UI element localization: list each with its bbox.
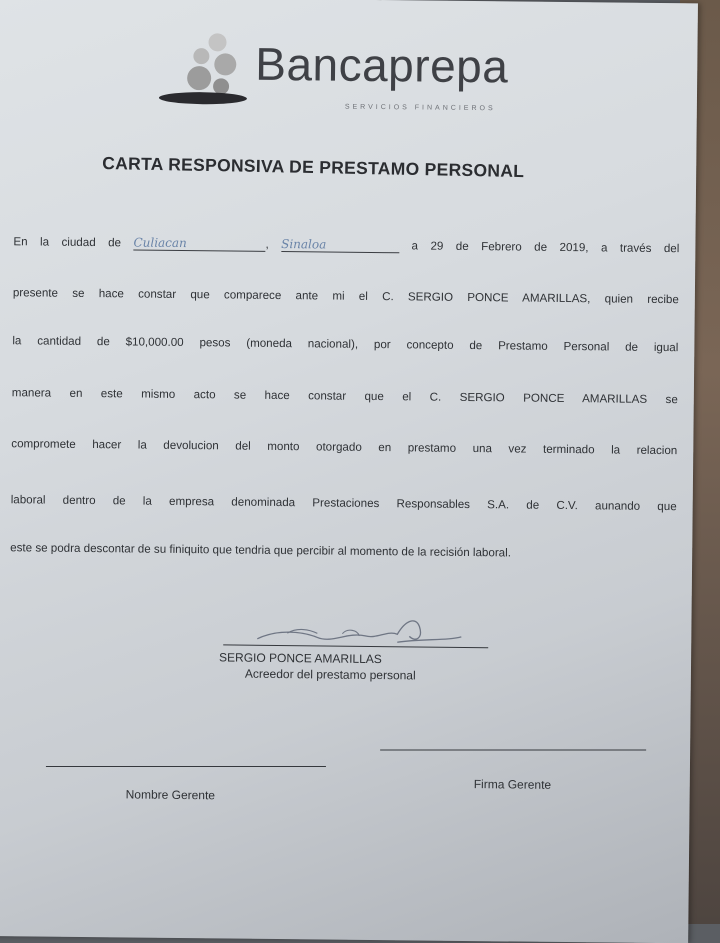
manager-signature-line — [380, 749, 646, 750]
borrower-signature-block — [213, 616, 514, 699]
document-title: CARTA RESPONSIVA DE PRESTAMO PERSONAL — [102, 152, 525, 182]
paragraph-line-7: este se podra descontar de su finiquito que tendria que percibir al momento de la recisión laboral. — [10, 541, 512, 560]
paragraph-line-2: presente se hace constar que comparece ante mi el C. SERGIO PONCE AMARILLAS, quien recibe — [12, 286, 679, 307]
line1-prefix: En la ciudad de — [13, 235, 122, 250]
paragraph-line-5: compromete hacer la devolucion del monto otorgado en prestamo una vez terminado la relacion — [11, 437, 678, 458]
brand-subtitle: SERVICIOS FINANCIEROS — [344, 103, 496, 113]
manager-name-label: Nombre Gerente — [125, 787, 216, 803]
line1-suffix: a 29 de Febrero de 2019, a través del — [411, 239, 680, 256]
brand-logo — [159, 32, 540, 126]
state-field: Sinaloa — [281, 237, 399, 253]
borrower-name: SERGIO PONCE AMARILLAS — [219, 650, 382, 667]
brand-name: Bancaprepa — [255, 37, 509, 93]
paragraph-line-3: la cantidad de $10,000.00 pesos (moneda nacional), por concepto de Prestamo Personal de igual — [12, 334, 679, 355]
borrower-role: Acreedor del prestamo personal — [244, 666, 416, 683]
paragraph-line-6: laboral dentro de la empresa denominada Prestaciones Responsables S.A. de C.V. aunando que — [10, 493, 677, 514]
city-field: Culiacan — [133, 235, 265, 251]
manager-name-line — [46, 766, 326, 767]
logo-dots-icon — [159, 32, 256, 113]
manager-signature-label: Firma Gerente — [473, 777, 552, 792]
paragraph-line-1: En la ciudad de Culiacan , Sinaloa a 29 de Febrero de 2019, a través del — [13, 235, 680, 256]
paragraph-line-4: manera en este mismo acto se hace constar que el C. SERGIO PONCE AMARILLAS se — [11, 386, 678, 407]
